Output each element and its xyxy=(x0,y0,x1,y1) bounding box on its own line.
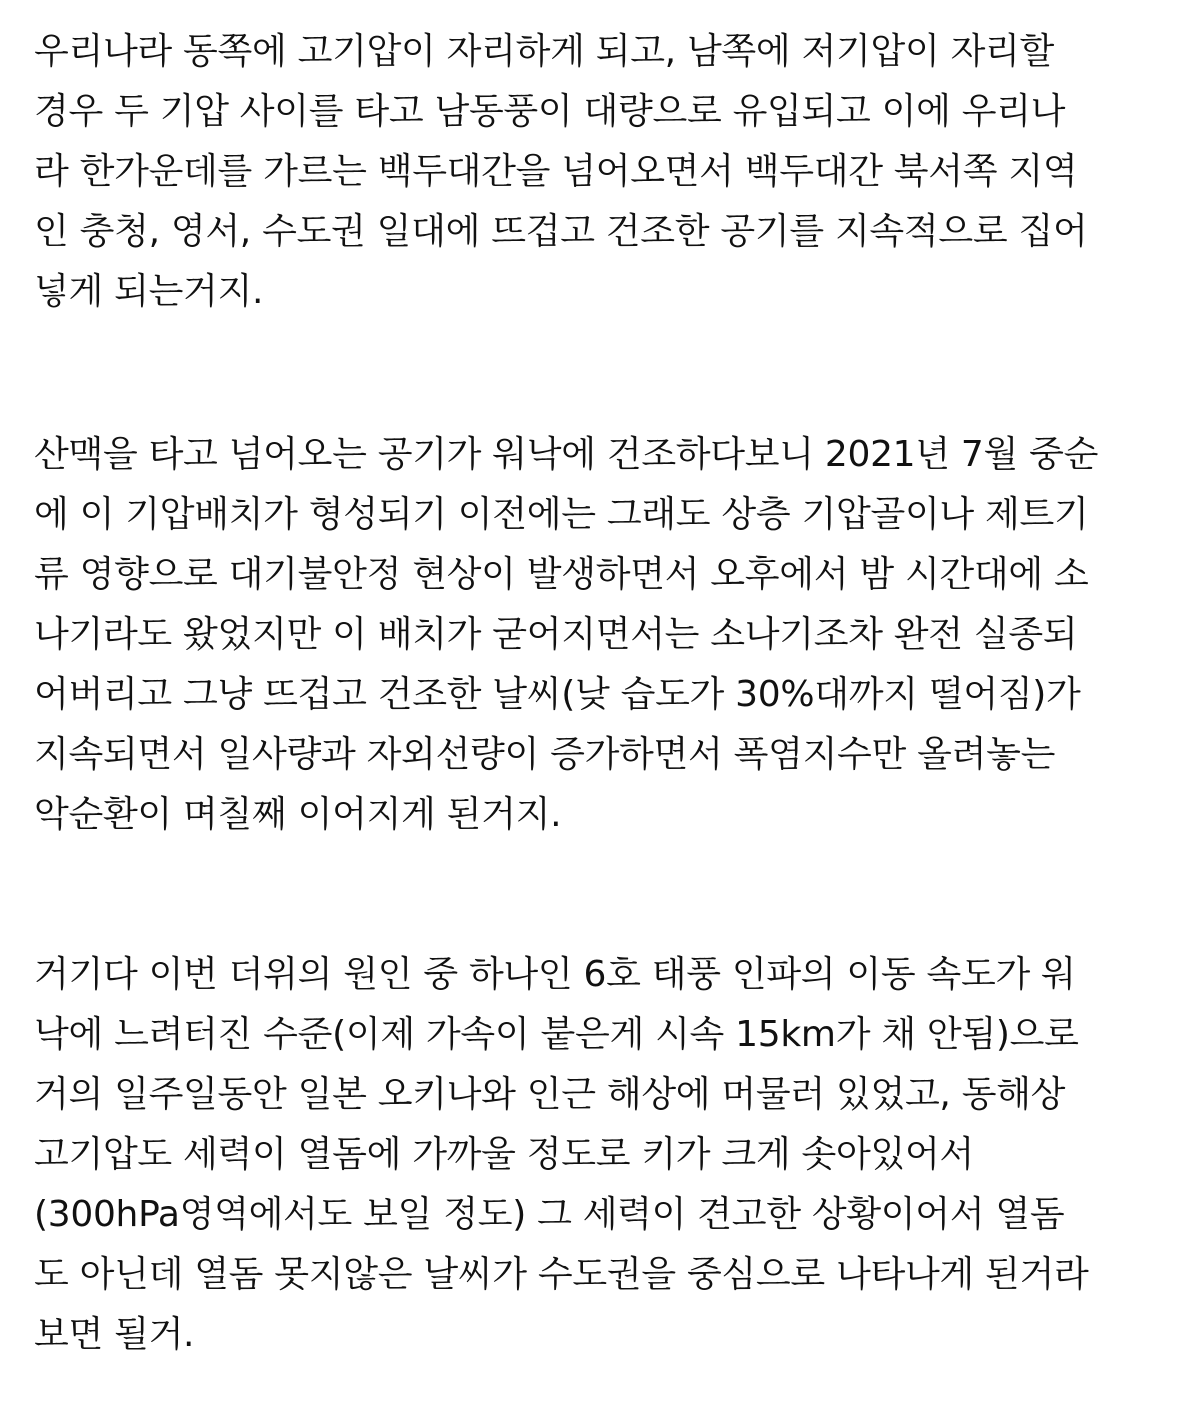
text-line: 악순환이 며칠째 이어지게 된거지. xyxy=(34,794,562,835)
text-line: 거의 일주일동안 일본 오키나와 인근 해상에 머물러 있었고, 동해상 xyxy=(34,1074,1066,1115)
text-line: 산맥을 타고 넘어오는 공기가 워낙에 건조하다보니 2021년 7월 중순 xyxy=(34,434,1099,475)
text-line: 나기라도 왔었지만 이 배치가 굳어지면서는 소나기조차 완전 실종되 xyxy=(34,614,1078,655)
paragraph-2 xyxy=(34,425,1164,845)
text-line: 넣게 되는거지. xyxy=(34,271,264,312)
paragraph-3 xyxy=(34,945,1164,1365)
text-line: 류 영향으로 대기불안정 현상이 발생하면서 오후에서 밤 시간대에 소 xyxy=(34,554,1089,595)
text-line: 어버리고 그냥 뜨겁고 건조한 날씨(낮 습도가 30%대까지 떨어짐)가 xyxy=(34,674,1081,715)
text-line: 거기다 이번 더위의 원인 중 하나인 6호 태풍 인파의 이동 속도가 워 xyxy=(34,954,1076,995)
text-line: 지속되면서 일사량과 자외선량이 증가하면서 폭염지수만 올려놓는 xyxy=(34,734,1056,775)
text-line: 도 아닌데 열돔 못지않은 날씨가 수도권을 중심으로 나타나게 된거라 xyxy=(34,1254,1089,1295)
paragraph-1 xyxy=(34,22,1164,322)
text-line: 우리나라 동쪽에 고기압이 자리하게 되고, 남쪽에 저기압이 자리할 xyxy=(34,31,1054,72)
text-line: 낙에 느려터진 수준(이제 가속이 붙은게 시속 15km가 채 안됨)으로 xyxy=(34,1014,1079,1055)
text-line: 라 한가운데를 가르는 백두대간을 넘어오면서 백두대간 북서쪽 지역 xyxy=(34,151,1078,192)
text-line: 고기압도 세력이 열돔에 가까울 정도로 키가 크게 솟아있어서 xyxy=(34,1134,974,1175)
text-line: 인 충청, 영서, 수도권 일대에 뜨겁고 건조한 공기를 지속적으로 집어 xyxy=(34,211,1088,252)
text-line: 경우 두 기압 사이를 타고 남동풍이 대량으로 유입되고 이에 우리나 xyxy=(34,91,1066,132)
text-line: (300hPa영역에서도 보일 정도) 그 세력이 견고한 상황이어서 열돔 xyxy=(34,1194,1065,1235)
text-line: 에 이 기압배치가 형성되기 이전에는 그래도 상층 기압골이나 제트기 xyxy=(34,494,1089,535)
text-line: 보면 될거. xyxy=(34,1314,195,1355)
